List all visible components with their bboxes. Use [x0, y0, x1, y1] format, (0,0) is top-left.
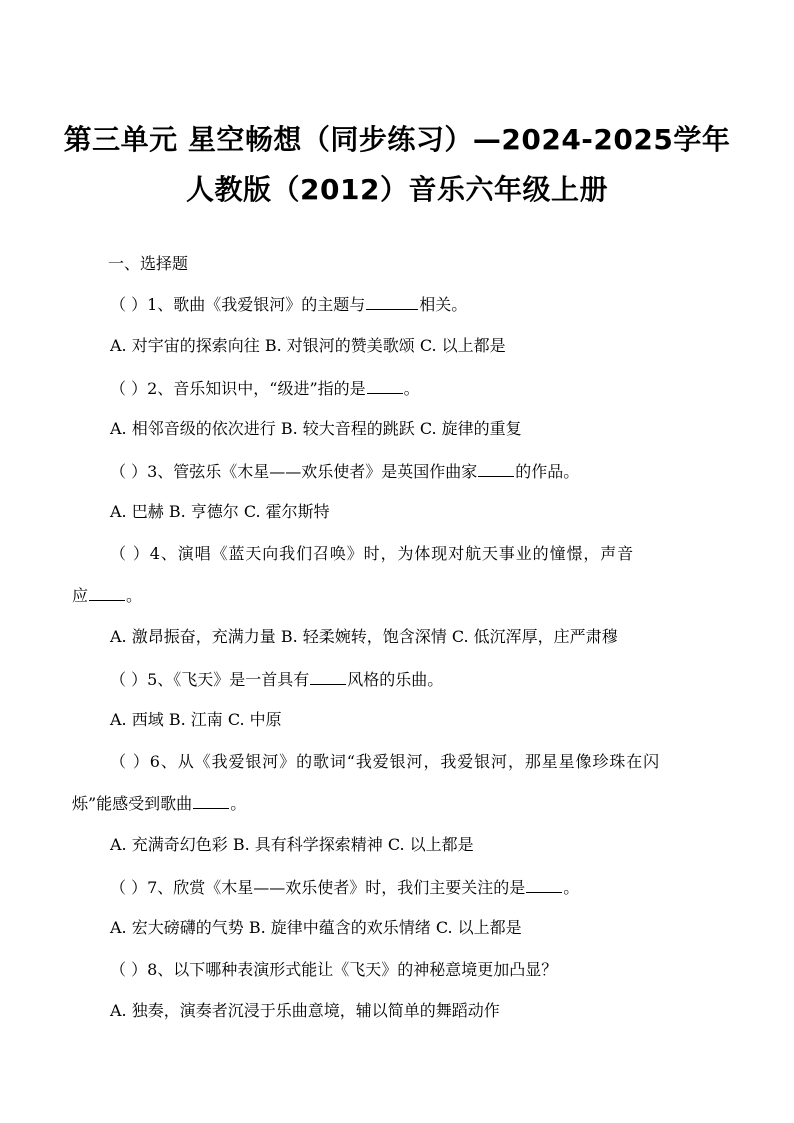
question-7-blank[interactable]	[526, 877, 562, 893]
question-6-stem-line-2	[72, 793, 246, 814]
question-1-text-after: 相关。	[419, 295, 468, 314]
question-4-stem-line-1: （ ）4、演唱《蓝天向我们召唤》时，为体现对航天事业的憧憬，声音	[110, 544, 635, 563]
question-6-text-before: 烁”能感受到歌曲	[72, 794, 193, 813]
question-7-text-before: （ ）7、欣赏《木星——欢乐使者》时，我们主要关注的是	[110, 878, 526, 897]
question-2-blank[interactable]	[367, 378, 403, 394]
question-6-blank[interactable]	[193, 793, 229, 809]
question-6-text-after: 。	[230, 794, 247, 813]
question-5-options: A. 西域 B. 江南 C. 中原	[110, 710, 282, 729]
question-8-option-a: A. 独奏，演奏者沉浸于乐曲意境，辅以简单的舞蹈动作	[110, 1001, 500, 1020]
question-5-blank[interactable]	[310, 669, 346, 685]
question-3-text-after: 的作品。	[515, 462, 580, 481]
question-3-blank[interactable]	[478, 461, 514, 477]
question-4-options: A. 激昂振奋，充满力量 B. 轻柔婉转，饱含深情 C. 低沉浑厚，庄严肃穆	[110, 627, 618, 646]
question-3-options: A. 巴赫 B. 亨德尔 C. 霍尔斯特	[110, 502, 330, 521]
question-4-text-before: 应	[72, 586, 89, 605]
question-7-stem	[110, 877, 722, 898]
question-5-text-before: （ ）5、《飞天》是一首具有	[110, 670, 310, 689]
question-2-text-before: （ ）2、音乐知识中，“级进”指的是	[110, 379, 366, 398]
question-8-stem: （ ）8、以下哪种表演形式能让《飞天》的神秘意境更加凸显？	[110, 960, 558, 979]
document-title-line-2: 人教版（2012）音乐六年级上册	[186, 173, 608, 206]
question-1-stem	[110, 294, 722, 315]
question-6-options: A. 充满奇幻色彩 B. 具有科学探索精神 C. 以上都是	[110, 835, 474, 854]
question-2-text-after: 。	[403, 379, 420, 398]
question-1-options: A. 对宇宙的探索向往 B. 对银河的赞美歌颂 C. 以上都是	[110, 336, 506, 355]
question-3-text-before: （ ）3、管弦乐《木星——欢乐使者》是英国作曲家	[110, 462, 478, 481]
question-5-stem	[110, 669, 722, 690]
question-4-text-after: 。	[126, 586, 143, 605]
question-4-blank[interactable]	[89, 585, 125, 601]
question-6-stem-line-1: （ ）6、从《我爱银河》的歌词“我爱银河，我爱银河，那星星像珍珠在闪	[110, 752, 661, 771]
question-7-text-after: 。	[563, 878, 580, 897]
question-3-stem	[110, 461, 722, 482]
document-title-line-1: 第三单元 星空畅想（同步练习）—2024-2025学年	[63, 123, 731, 156]
question-4-stem-line-2	[72, 585, 142, 606]
question-1-text-before: （ ）1、歌曲《我爱银河》的主题与	[110, 295, 366, 314]
question-1-blank[interactable]	[366, 294, 418, 310]
question-7-options: A. 宏大磅礴的气势 B. 旋律中蕴含的欢乐情绪 C. 以上都是	[110, 918, 522, 937]
question-2-options: A. 相邻音级的依次进行 B. 较大音程的跳跃 C. 旋律的重复	[110, 419, 522, 438]
question-5-text-after: 风格的乐曲。	[347, 670, 444, 689]
section-heading: 一、选择题	[108, 254, 189, 273]
question-2-stem	[110, 378, 722, 399]
